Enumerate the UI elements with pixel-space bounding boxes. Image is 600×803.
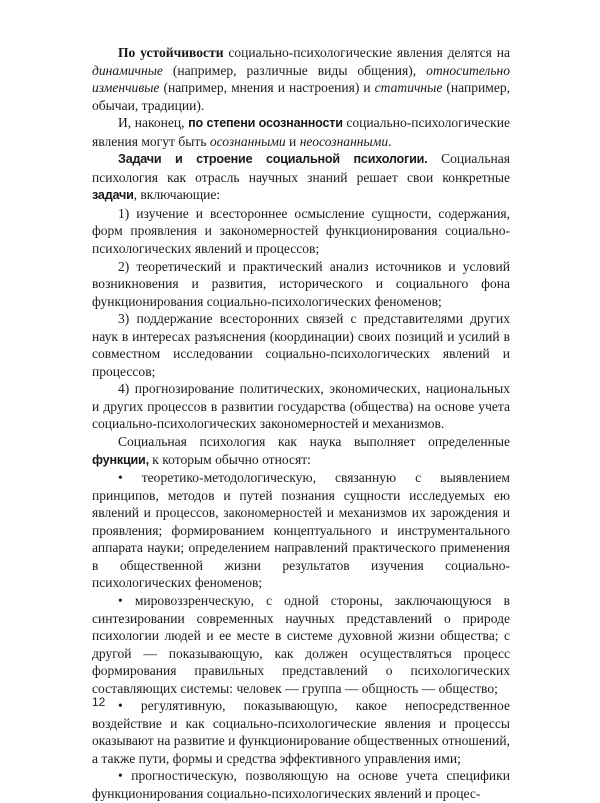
- term-static: статичные: [374, 80, 443, 96]
- function-item: • прогностическую, позволяющую на основе учета специфики функционирования социально-психологических явлений и процес-: [92, 768, 510, 801]
- function-item: • теоретико-методологическую, связанную с выявлением принципов, методов и путей познания сущности исследуемых ею явлений и процессов, закономерностей и механизмов их зарождения и проявления; формированием концептуального и инструментального аппарата науки; определением направлений практического применения в общественной жизни результатов изучения социально-психологических феноменов;: [92, 470, 510, 591]
- task-item: 1) изучение и всестороннее осмысление сущности, содержания, форм проявления и закономерностей функционирования социально-психологических явлений и процессов;: [92, 205, 510, 257]
- term-dynamic: динамичные: [92, 62, 163, 78]
- body-text: [92, 44, 510, 803]
- paragraph-stability: По устойчивости социально-психологические явления делятся на динамичные (например, различные виды общения), относительно изменчивые (например, мнения и настроения) и статичные (например, обычаи, традиции).: [92, 45, 510, 113]
- section-heading: Задачи и строение социальной психологии.: [118, 152, 428, 167]
- term-unconscious: неосознанными: [299, 133, 389, 149]
- task-item: 4) прогнозирование политических, экономических, национальных и других процессов в развитии государства (общества) на основе учета социально-психологических закономерностей и механизмов.: [92, 381, 510, 432]
- function-item: • мировоззренческую, с одной стороны, заключающуюся в синтезировании современных научных представлений о природе психологии людей и ее месте в системе духовной жизни общества; с другой — показывающую, как должен осуществляться процесс формирования правильных представлений о психологических составляющих системы: человек — группа — общность — общество;: [92, 592, 510, 696]
- term-functions: функции,: [92, 452, 149, 467]
- term-relatively-changing: относительно изменчивые: [92, 62, 510, 96]
- term-conscious: осознанными: [209, 133, 286, 149]
- paragraph-tasks-intro: Задачи и строение социальной психологии. Социальная психология как отрасль научных знаний решает свои конкретные задачи, включающие:: [92, 151, 510, 203]
- task-item: 2) теоретический и практический анализ источников и условий возникновения и развития, исторического и социального фона функционирования социально-психологических феноменов;: [92, 258, 510, 309]
- paragraph-functions-intro: Социальная психология как наука выполняет определенные функции, к которым обычно относят:: [92, 434, 510, 467]
- term-tasks: задачи: [92, 188, 134, 203]
- function-item: • регулятивную, показывающую, какое непосредственное воздействие и как социально-психологические явления и процессы оказывают на развитие и функционирование общественных отношений, а также пути, формы и средства эффективного управления ими;: [92, 698, 510, 766]
- term-awareness: по степени осознанности: [188, 116, 343, 131]
- task-item: 3) поддержание всесторонних связей с представителями других наук в интересах разъяснения (координации) своих позиций и усилий в совместном исследовании социально-психологических явлений и процессов;: [92, 311, 510, 379]
- term-stability: По устойчивости: [118, 45, 224, 60]
- page-number: 12: [92, 695, 106, 709]
- paragraph-awareness: И, наконец, по степени осознанности социально-психологические явления могут быть осознанными и неосознанными.: [92, 115, 510, 149]
